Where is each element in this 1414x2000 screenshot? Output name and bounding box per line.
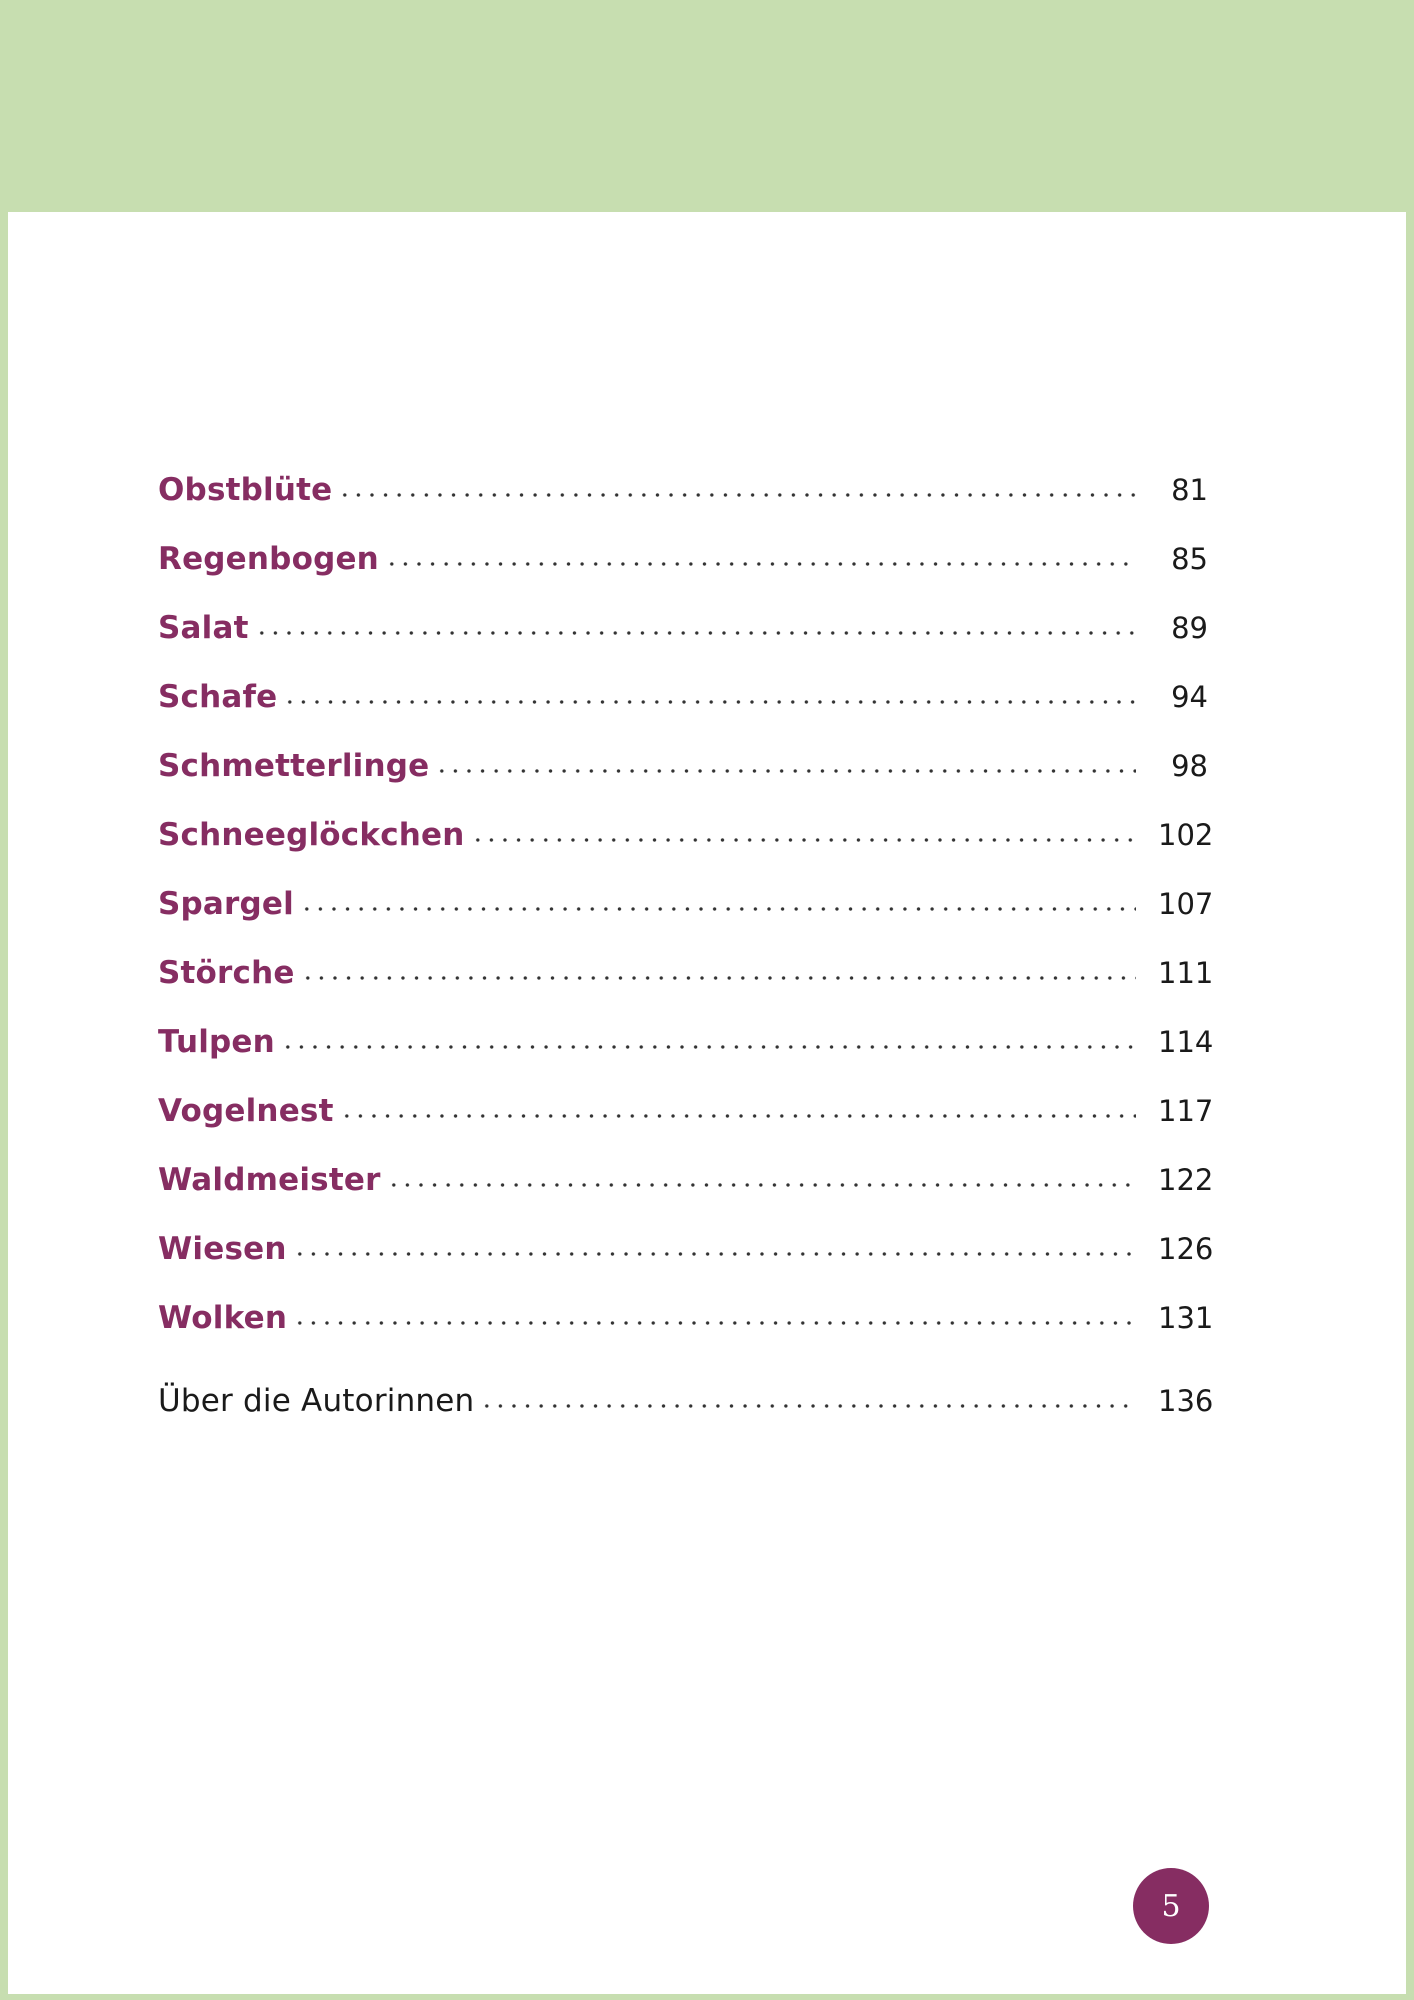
toc-entry[interactable] [158, 1150, 1214, 1219]
toc-entry[interactable] [158, 667, 1208, 736]
dot-leader [471, 835, 1136, 845]
toc-entry-title: Störche [158, 955, 295, 991]
toc-entry[interactable] [158, 943, 1214, 1012]
table-of-contents [158, 460, 1214, 1440]
toc-entry-title: Spargel [158, 886, 294, 922]
page-number-badge: 5 [1133, 1868, 1209, 1944]
toc-entry-title: Wiesen [158, 1231, 287, 1267]
toc-entry-page: 122 [1158, 1163, 1214, 1197]
dot-leader [340, 1111, 1136, 1121]
dot-leader [301, 973, 1136, 983]
toc-entry-page: 94 [1171, 680, 1208, 714]
toc-entry-title: Schneeglöckchen [158, 817, 465, 853]
toc-entry[interactable] [158, 1219, 1214, 1288]
dot-leader [435, 766, 1136, 776]
dot-leader [387, 1180, 1136, 1190]
toc-entry-title: Über die Autorinnen [158, 1383, 475, 1419]
toc-entry[interactable] [158, 805, 1214, 874]
toc-entry-title: Tulpen [158, 1024, 275, 1060]
dot-leader [480, 1401, 1136, 1411]
dot-leader [338, 490, 1136, 500]
toc-entry[interactable] [158, 736, 1208, 805]
toc-entry[interactable] [158, 1081, 1214, 1150]
toc-entry-title: Schmetterlinge [158, 748, 430, 784]
toc-entry-page: 114 [1158, 1025, 1214, 1059]
toc-entry[interactable] [158, 874, 1214, 943]
dot-leader [293, 1249, 1136, 1259]
dot-leader [300, 904, 1136, 914]
toc-entry-appendix[interactable] [158, 1371, 1214, 1440]
toc-entry-page: 136 [1158, 1384, 1214, 1418]
dot-leader [385, 559, 1136, 569]
toc-entry-page: 89 [1171, 611, 1208, 645]
dot-leader [293, 1318, 1136, 1328]
toc-entry-page: 111 [1158, 956, 1214, 990]
dot-leader [255, 628, 1136, 638]
dot-leader [283, 697, 1136, 707]
toc-entry[interactable] [158, 460, 1208, 529]
header-band [0, 0, 1414, 212]
toc-entry-page: 81 [1171, 473, 1208, 507]
toc-entry-page: 98 [1171, 749, 1208, 783]
toc-entry-title: Salat [158, 610, 249, 646]
toc-entry-title: Schafe [158, 679, 278, 715]
toc-entry-page: 85 [1171, 542, 1208, 576]
toc-entry-page: 126 [1158, 1232, 1214, 1266]
toc-entry[interactable] [158, 1288, 1214, 1357]
toc-entry-title: Obstblüte [158, 472, 333, 508]
toc-entry[interactable] [158, 1012, 1214, 1081]
dot-leader [281, 1042, 1136, 1052]
toc-entry-page: 131 [1158, 1301, 1214, 1335]
toc-entry-page: 107 [1158, 887, 1214, 921]
toc-entry-title: Regenbogen [158, 541, 379, 577]
toc-entry[interactable] [158, 529, 1208, 598]
toc-entry-title: Waldmeister [158, 1162, 381, 1198]
toc-entry[interactable] [158, 598, 1208, 667]
toc-entry-page: 102 [1158, 818, 1214, 852]
toc-entry-title: Wolken [158, 1300, 288, 1336]
toc-entry-title: Vogelnest [158, 1093, 334, 1129]
toc-entry-page: 117 [1158, 1094, 1214, 1128]
